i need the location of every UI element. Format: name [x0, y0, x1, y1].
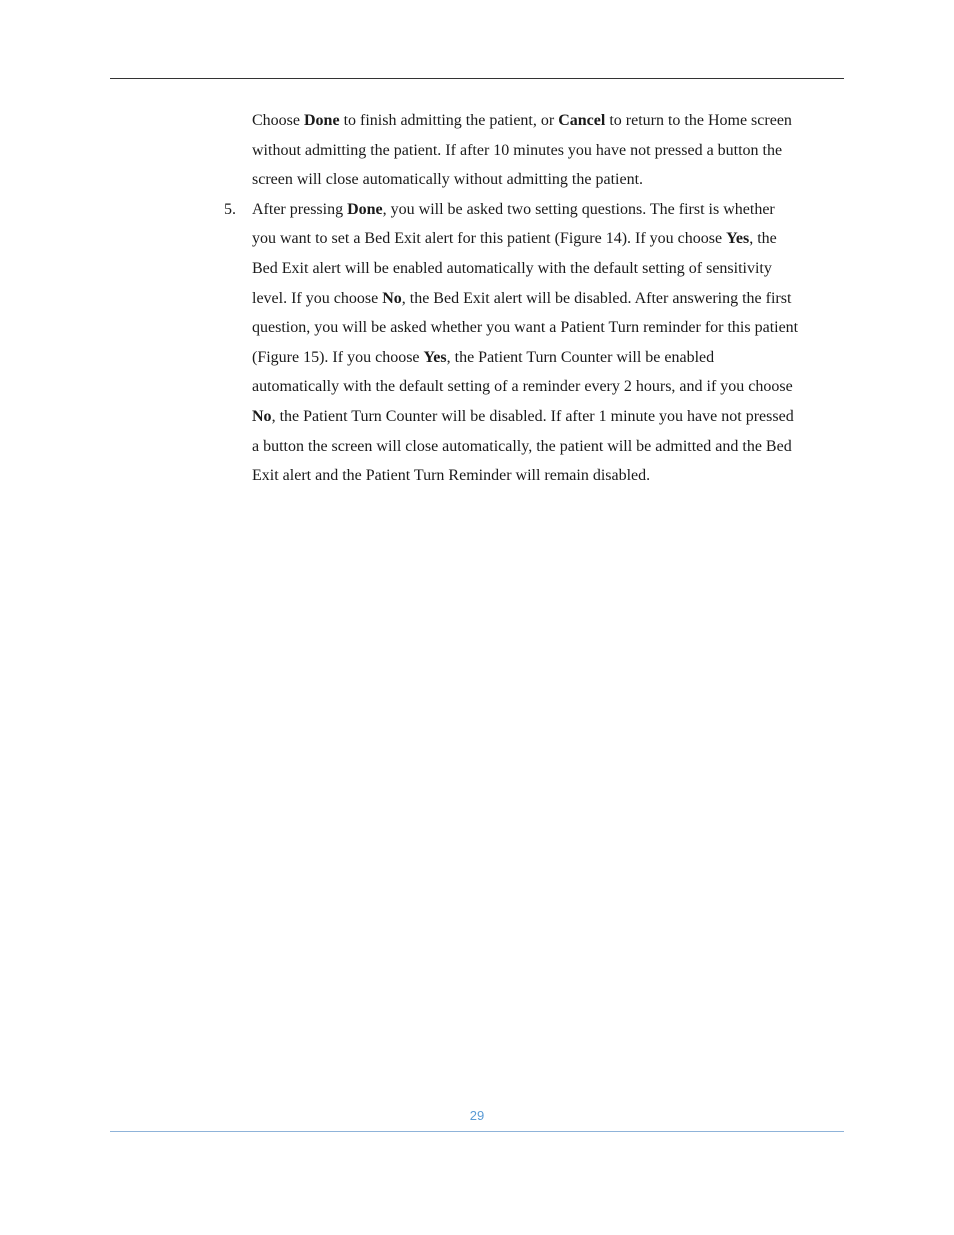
text-line: Choose Done to finish admitting the patient, or Cancel to return to the Home screen — [252, 112, 792, 129]
yes-keyword: Yes — [726, 230, 750, 248]
text-line: After pressing Done, you will be asked two setting questions. The first is whether — [252, 200, 775, 218]
header-divider — [110, 78, 844, 79]
list-item-text — [252, 195, 844, 491]
done-keyword: Done — [304, 112, 340, 129]
done-keyword: Done — [347, 200, 383, 218]
text-line: screen will close automatically without admitting the patient. — [252, 171, 644, 189]
list-item-number: 5. — [224, 200, 236, 218]
text-line: you want to set a Bed Exit alert for this patient (Figure 14). If you choose Yes, the — [252, 230, 777, 248]
footer-divider — [110, 1131, 844, 1132]
text-line: question, you will be asked whether you want a Patient Turn reminder for this patient — [252, 319, 799, 337]
cancel-keyword: Cancel — [558, 112, 606, 129]
page-body — [110, 106, 844, 491]
text-line: a button the screen will close automatically, the patient will be admitted and the Bed — [252, 437, 792, 455]
text-line: Bed Exit alert will be enabled automatically with the default setting of sensitivity — [252, 259, 772, 277]
no-keyword: No — [382, 289, 402, 307]
text-line: without admitting the patient. If after 10 minutes you have not pressed a button the — [252, 141, 783, 159]
text-line: Exit alert and the Patient Turn Reminder will remain disabled. — [252, 467, 651, 485]
continued-paragraph — [252, 106, 844, 195]
yes-keyword: Yes — [423, 348, 447, 366]
text-line: level. If you choose No, the Bed Exit alert will be disabled. After answering the first — [252, 289, 792, 307]
page-number: 29 — [469, 1108, 485, 1123]
text-line: No, the Patient Turn Counter will be disabled. If after 1 minute you have not pressed — [252, 407, 794, 425]
list-item-5 — [110, 195, 844, 491]
text-line: automatically with the default setting of a reminder every 2 hours, and if you choose — [252, 378, 793, 396]
text-line: (Figure 15). If you choose Yes, the Patient Turn Counter will be enabled — [252, 348, 715, 366]
no-keyword: No — [252, 407, 272, 425]
